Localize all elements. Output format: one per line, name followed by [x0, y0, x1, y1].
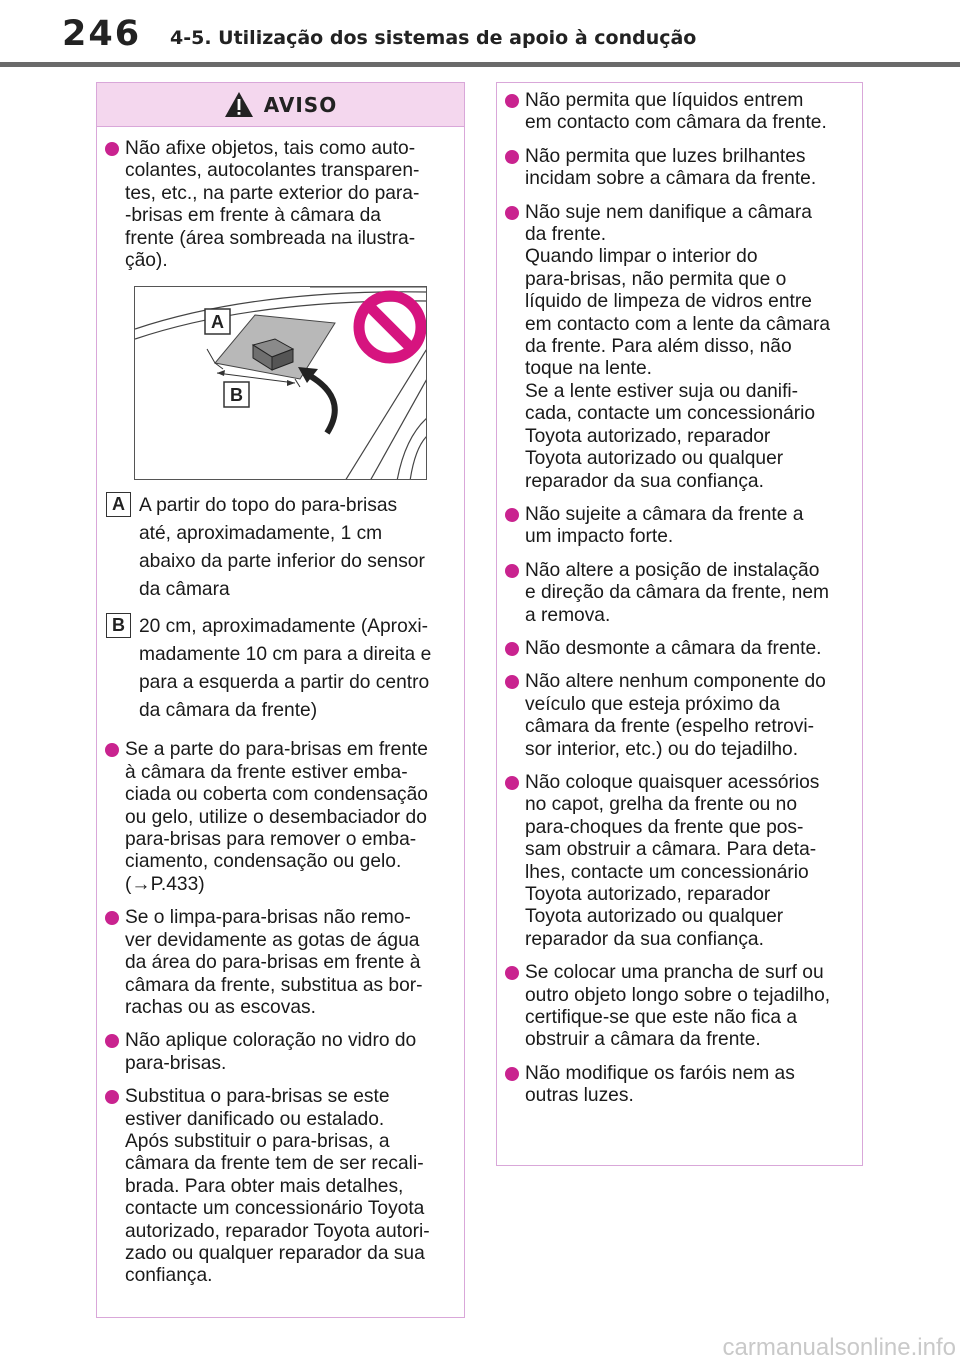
warning-content-left	[97, 138, 464, 1288]
item-text: Não permita que luzes brilhantes incidam sobre a câmara da frente.	[525, 145, 817, 190]
list-item	[500, 638, 850, 660]
legend-tag-b: B	[106, 613, 131, 638]
item-text: Não altere a posição de instalação e direção da câmara da frente, nem a remova.	[525, 559, 829, 626]
list-item	[100, 1030, 452, 1075]
windshield-camera-illustration	[134, 286, 427, 480]
section-title: 4-5. Utilização dos sistemas de apoio à condução	[170, 27, 697, 49]
list-item	[500, 671, 850, 761]
item-text: Não aplique coloração no vidro do para-brisas.	[125, 1030, 417, 1074]
illustration-svg	[135, 287, 427, 480]
list-item	[100, 739, 452, 896]
watermark: carmanualsonline.info	[722, 1334, 956, 1361]
legend-item-a	[100, 492, 452, 604]
item-text: Não altere nenhum componente do veículo que esteja próximo da câmara da frente (espelho retrovi- sor interior, etc.) ou do tejadilho.	[525, 671, 826, 760]
figure-label-a: A	[211, 312, 224, 333]
legend-tag-a: A	[106, 492, 131, 517]
warning-triangle-icon	[224, 91, 254, 118]
figure-label-b: B	[230, 385, 243, 406]
item-text: Se colocar uma prancha de surf ou outro objeto longo sobre o tejadilho, certifique-se que este não fica a obstruir a câmara da frente.	[525, 962, 831, 1051]
list-item	[500, 962, 850, 1052]
list-item	[500, 146, 850, 191]
bullet-icon	[505, 642, 519, 656]
bullet-icon	[505, 675, 519, 689]
bullet-icon	[505, 966, 519, 980]
page-number: 246	[62, 14, 142, 54]
bullet-icon	[105, 911, 119, 925]
page-header	[0, 0, 960, 70]
list-item	[500, 772, 850, 951]
legend-text: A partir do topo do para-brisas até, aproximadamente, 1 cm abaixo da parte inferior do sensor da câmara	[139, 495, 425, 601]
legend-item-b	[100, 613, 452, 725]
legend-text: 20 cm, aproximadamente (Aproxi- madamente 10 cm para a direita e para a esquerda a partir do centro da câmara da frente)	[139, 616, 432, 722]
warning-box-right	[496, 82, 863, 1166]
item-text: Não coloque quaisquer acessórios no capot, grelha da frente ou no para-choques da frente que pos- sam obstruir a câmara. Para deta- lhes, contacte um concessionário Toyota autorizado, reparador Toyota autorizado ou qualquer reparador da sua confiança.	[525, 771, 820, 950]
list-item	[500, 1063, 850, 1108]
bullet-icon	[505, 150, 519, 164]
bullet-icon	[105, 1034, 119, 1048]
item-text: Se a parte do para-brisas em frente à câmara da frente estiver emba- ciada ou coberta com condensação ou gelo, utilize o desembaciador do para-brisas para remover o emba- ciamento, condensação ou gelo. (→P.433)	[125, 739, 428, 895]
list-item	[500, 560, 850, 627]
bullet-icon	[505, 94, 519, 108]
item-text: Não afixe objetos, tais como auto- colantes, autocolantes transparen- tes, etc., na parte exterior do para- -brisas em frente à câmara da frente (área sombreada na ilustra- ção).	[125, 138, 420, 272]
item-text: Não suje nem danifique a câmara da frente. Quando limpar o interior do para-brisas, não permita que o líquido de limpeza de vidros entre em contacto com a lente da câmara da frente. Para além disso, não toque na lente. Se a lente estiver suja ou danifi- cada, contacte um concessionário Toyota autorizado, reparador Toyota autorizado ou qualquer reparador da sua confiança.	[525, 201, 831, 492]
list-item	[500, 202, 850, 493]
item-text: Não desmonte a câmara da frente.	[525, 637, 822, 659]
bullet-icon	[105, 142, 119, 156]
item-text: Não sujeite a câmara da frente a um impacto forte.	[525, 503, 804, 548]
item-text: Não permita que líquidos entrem em contacto com câmara da frente.	[525, 90, 827, 134]
list-item	[500, 504, 850, 549]
list-item	[500, 90, 850, 135]
warning-header	[97, 83, 464, 127]
bullet-icon	[105, 1090, 119, 1104]
header-rule	[0, 62, 960, 67]
list-item	[100, 138, 452, 272]
list-item	[100, 907, 452, 1019]
bullet-icon	[505, 564, 519, 578]
warning-title: AVISO	[263, 92, 338, 117]
warning-box-left	[96, 82, 465, 1318]
bullet-icon	[505, 206, 519, 220]
bullet-icon	[505, 776, 519, 790]
item-text: Se o limpa-para-brisas não remo- ver devidamente as gotas de água da área do para-brisas em frente à câmara da frente, substitua as bor- rachas ou as escovas.	[125, 907, 423, 1018]
item-text: Não modifique os faróis nem as outras luzes.	[525, 1062, 795, 1107]
item-text: Substitua o para-brisas se este estiver danificado ou estalado. Após substituir o para-brisas, a câmara da frente tem de ser recali- brada. Para obter mais detalhes, contacte um concessionário Toyota autorizado, reparador Toyota autori- zado ou qualquer reparador da sua confiança.	[125, 1086, 430, 1287]
warning-content-right	[497, 83, 862, 1108]
bullet-icon	[505, 1067, 519, 1081]
bullet-icon	[105, 743, 119, 757]
list-item	[100, 1086, 452, 1288]
bullet-icon	[505, 508, 519, 522]
